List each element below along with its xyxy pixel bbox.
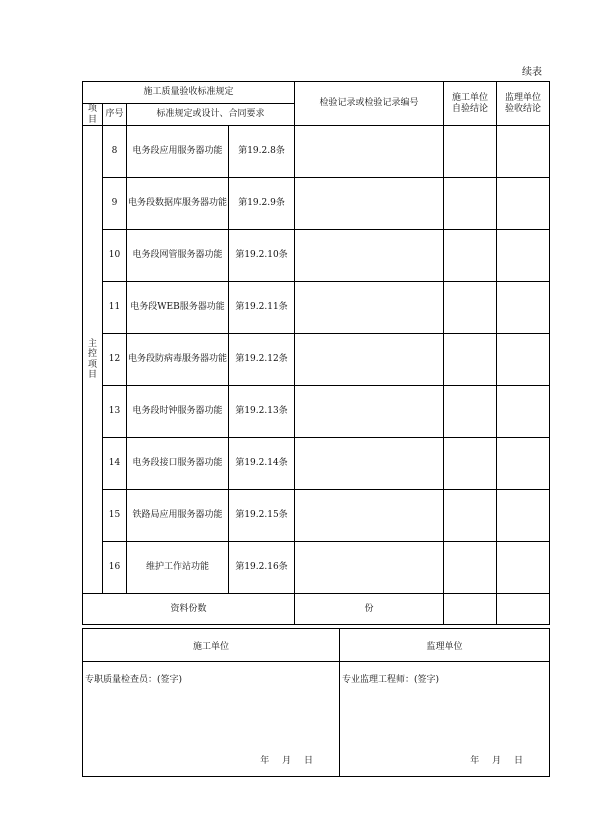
table-row bbox=[83, 438, 550, 490]
row-item-name: 电务段接口服务器功能 bbox=[127, 438, 229, 490]
contractor-unit-label: 施工单位 bbox=[83, 629, 340, 662]
row-clause: 第19.2.14条 bbox=[229, 438, 295, 490]
row-number: 12 bbox=[103, 334, 127, 386]
contractor-inspector-label: 专职质量检查员：(签字) bbox=[85, 675, 183, 685]
row-clause: 第19.2.16条 bbox=[229, 542, 295, 594]
row-record-cell[interactable] bbox=[295, 438, 444, 490]
row-contractor-result-cell[interactable] bbox=[444, 490, 497, 542]
inspection-table bbox=[82, 81, 550, 625]
row-clause: 第19.2.9条 bbox=[229, 178, 295, 230]
supervisor-engineer-label: 专业监理工程师：(签字) bbox=[342, 675, 440, 685]
row-supervisor-result-cell[interactable] bbox=[497, 490, 550, 542]
row-supervisor-result-cell[interactable] bbox=[497, 334, 550, 386]
contractor-date-label: 年 月 日 bbox=[260, 756, 313, 766]
table-row bbox=[83, 126, 550, 178]
row-supervisor-result-cell[interactable] bbox=[497, 178, 550, 230]
row-supervisor-result-cell[interactable] bbox=[497, 386, 550, 438]
table-row bbox=[83, 386, 550, 438]
supervisor-date-label: 年 月 日 bbox=[470, 756, 523, 766]
row-record-cell[interactable] bbox=[295, 126, 444, 178]
row-contractor-result-cell[interactable] bbox=[444, 438, 497, 490]
signature-table bbox=[82, 628, 550, 777]
document-count-label: 资料份数 bbox=[83, 594, 295, 625]
row-contractor-result-cell[interactable] bbox=[444, 126, 497, 178]
row-record-cell[interactable] bbox=[295, 230, 444, 282]
project-header: 项目 bbox=[83, 104, 103, 126]
row-clause: 第19.2.8条 bbox=[229, 126, 295, 178]
document-count-contractor[interactable] bbox=[444, 594, 497, 625]
row-item-name: 电务段WEB服务器功能 bbox=[127, 282, 229, 334]
row-record-cell[interactable] bbox=[295, 542, 444, 594]
row-number: 13 bbox=[103, 386, 127, 438]
table-row bbox=[83, 542, 550, 594]
row-contractor-result-cell[interactable] bbox=[444, 282, 497, 334]
table-row bbox=[83, 490, 550, 542]
row-supervisor-result-cell[interactable] bbox=[497, 282, 550, 334]
seq-header: 序号 bbox=[103, 104, 127, 126]
row-contractor-result-cell[interactable] bbox=[444, 230, 497, 282]
row-number: 10 bbox=[103, 230, 127, 282]
row-number: 8 bbox=[103, 126, 127, 178]
table-row bbox=[83, 230, 550, 282]
standard-group-header: 施工质量验收标准规定 bbox=[83, 82, 295, 104]
supervisor-result-header: 监理单位 验收结论 bbox=[497, 82, 550, 126]
row-item-name: 电务段防病毒服务器功能 bbox=[127, 334, 229, 386]
row-contractor-result-cell[interactable] bbox=[444, 334, 497, 386]
row-supervisor-result-cell[interactable] bbox=[497, 230, 550, 282]
row-record-cell[interactable] bbox=[295, 334, 444, 386]
row-number: 15 bbox=[103, 490, 127, 542]
document-count-unit: 份 bbox=[295, 594, 444, 625]
contractor-signature-area[interactable] bbox=[83, 662, 340, 777]
row-number: 14 bbox=[103, 438, 127, 490]
table-row bbox=[83, 282, 550, 334]
row-supervisor-result-cell[interactable] bbox=[497, 438, 550, 490]
row-contractor-result-cell[interactable] bbox=[444, 178, 497, 230]
category-cell: 主 控 项 目 bbox=[83, 126, 103, 594]
row-item-name: 铁路局应用服务器功能 bbox=[127, 490, 229, 542]
row-supervisor-result-cell[interactable] bbox=[497, 126, 550, 178]
row-record-cell[interactable] bbox=[295, 386, 444, 438]
table-row bbox=[83, 178, 550, 230]
record-header: 检验记录或检验记录编号 bbox=[295, 82, 444, 126]
row-record-cell[interactable] bbox=[295, 282, 444, 334]
row-clause: 第19.2.11条 bbox=[229, 282, 295, 334]
supervisor-signature-area[interactable] bbox=[340, 662, 550, 777]
row-clause: 第19.2.12条 bbox=[229, 334, 295, 386]
table-row bbox=[83, 334, 550, 386]
row-supervisor-result-cell[interactable] bbox=[497, 542, 550, 594]
supervisor-unit-label: 监理单位 bbox=[340, 629, 550, 662]
row-record-cell[interactable] bbox=[295, 178, 444, 230]
row-contractor-result-cell[interactable] bbox=[444, 386, 497, 438]
row-record-cell[interactable] bbox=[295, 490, 444, 542]
row-clause: 第19.2.15条 bbox=[229, 490, 295, 542]
row-number: 9 bbox=[103, 178, 127, 230]
row-item-name: 电务段应用服务器功能 bbox=[127, 126, 229, 178]
requirement-header: 标准规定或设计、合同要求 bbox=[127, 104, 295, 126]
row-number: 16 bbox=[103, 542, 127, 594]
row-item-name: 维护工作站功能 bbox=[127, 542, 229, 594]
row-item-name: 电务段时钟服务器功能 bbox=[127, 386, 229, 438]
contractor-result-header: 施工单位 自验结论 bbox=[444, 82, 497, 126]
document-count-supervisor[interactable] bbox=[497, 594, 550, 625]
continued-label: 续表 bbox=[522, 67, 542, 78]
row-clause: 第19.2.10条 bbox=[229, 230, 295, 282]
row-clause: 第19.2.13条 bbox=[229, 386, 295, 438]
row-number: 11 bbox=[103, 282, 127, 334]
row-item-name: 电务段数据库服务器功能 bbox=[127, 178, 229, 230]
row-contractor-result-cell[interactable] bbox=[444, 542, 497, 594]
row-item-name: 电务段网管服务器功能 bbox=[127, 230, 229, 282]
